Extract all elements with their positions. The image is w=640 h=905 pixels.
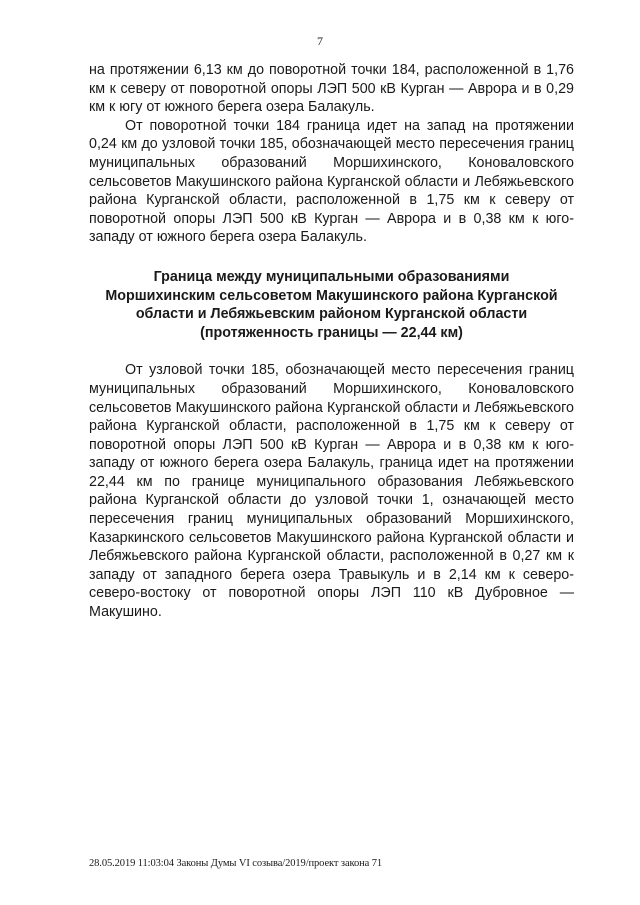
paragraph-boundary-description: От узловой точки 185, обозначающей место пересечения границ муниципальных образований Моршихинского, Коноваловского сельсоветов Макушинского района Курганской области и Лебяжьевского района Курганской области, расположенной в 1,75 км к северу от поворотной опоры ЛЭП 500 кВ Курган — Аврора и в 0,38 км к юго-западу от южного берега озера Балакуль, граница идет на протяжении 22,44 км по границе муниципального образования Лебяжьевского района Курганской области до узловой точки 1, означающей место пересечения границ муниципальных образований Моршихинского, Казаркинского сельсоветов Макушинского района Курганской области и Лебяжьевского района Курганской области, расположенной в 0,27 км к западу от западного берега озера Травыкуль и в 2,14 км к северо-северо-востоку от поворотной опоры ЛЭП 110 кВ Дубровное — Макушино. — [89, 362, 574, 621]
paragraph-turning-point-184: От поворотной точки 184 граница идет на запад на протяжении 0,24 км до узловой точки 185, обозначающей место пересечения границ муниципальных образований Моршихинского, Коноваловского сельсоветов Макушинского района Курганской области и Лебяжьевского района Курганской области, расположенной в 1,75 км к северу от поворотной опоры ЛЭП 500 кВ Курган — Аврора и в 0,38 км к юго-западу от южного берега озера Балакуль. — [89, 117, 574, 246]
heading-line-2: Моршихинским сельсоветом Макушинского района Курганской — [105, 287, 558, 304]
heading-line-4: (протяженность границы — 22,44 км) — [200, 324, 463, 341]
footer-stamp: 28.05.2019 11:03:04 Законы Думы VI созыва/2019/проект закона 71 — [89, 858, 383, 869]
heading-line-3: области и Лебяжьевским районом Курганской области — [135, 306, 528, 323]
document-body — [89, 61, 574, 622]
section-heading — [89, 268, 574, 342]
page-number: 7 — [317, 34, 323, 48]
heading-line-1: Граница между муниципальными образованиями — [153, 268, 510, 285]
paragraph-continuation: на протяжении 6,13 км до поворотной точки 184, расположенной в 1,76 км к северу от поворотной опоры ЛЭП 500 кВ Курган — Аврора и в 0,29 км к югу от южного берега озера Балакуль. — [89, 62, 574, 116]
